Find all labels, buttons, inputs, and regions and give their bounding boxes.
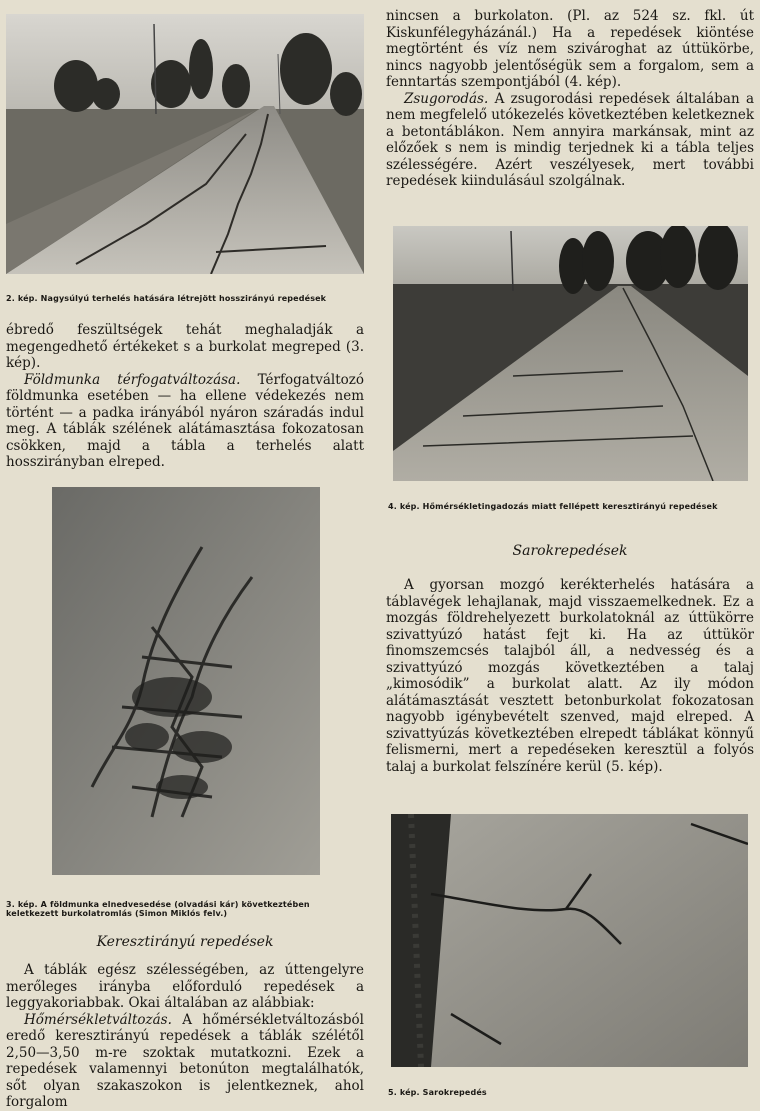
figure-3-caption-line-2: keletkezett burkolatromlás (Simon Miklós felv.) xyxy=(6,909,228,918)
road-transverse-cracks-photo xyxy=(393,226,748,481)
left-column-text-top xyxy=(6,322,364,471)
paragraph-term: Hőmérsékletváltozás. xyxy=(24,1011,172,1028)
figure-4-caption: 4. kép. Hőmérsékletingadozás miatt fellépett keresztirányú repedések xyxy=(388,502,718,511)
paragraph-term: Földmunka térfogatváltozása. xyxy=(24,371,241,388)
road-corner-crack-photo xyxy=(391,814,748,1067)
paragraph-text: A hőmérsékletváltozásból eredő keresztirányú repedések a táblák szélétől 2,50—3,50 m-re szoktak mutatkozni. Ezek a repedések valamennyi betonúton megtalálhatók, sőt olyan szakaszokon is jelentkeznek, ahol forgalom xyxy=(6,1011,364,1110)
figure-5-caption: 5. kép. Sarokrepedés xyxy=(388,1088,487,1097)
figure-2-caption: 2. kép. Nagysúlyú terhelés hatására létrejött hosszirányú repedések xyxy=(6,294,327,303)
paragraph-text: A zsugorodási repedések általában a nem megfelelő utókezelés következtében keletkeznek a betontáblákon. Nem annyira markánsak, mint az előzőek s nem is mindig terjednek ki a tábla teljes szélességére. Azért veszélyesek, mert további repedések kiindulásául szolgálnak. xyxy=(386,90,754,189)
section-heading-corner: Sarokrepedések xyxy=(512,543,628,559)
paragraph: ébredő feszültségek tehát meghaladják a megengedhető értékeket s a burkolat megreped (3. kép). xyxy=(6,322,364,371)
paragraph-term: Zsugorodás. xyxy=(404,90,489,107)
road-pavement-deterioration-photo xyxy=(52,487,320,875)
paragraph-text: Térfogatváltozó földmunka esetében — ha ellene védekezés nem történt — a padka irányából nyáron száradás indul meg. A táblák szélének alátámasztása fokozatosan csökken, majd a tábla a terhelés alatt hosszirányban elreped. xyxy=(6,371,365,470)
paragraph: nincsen a burkolaton. (Pl. az 524 sz. fkl. út Kiskunfélegyházánál.) Ha a repedések kiöntése megtörtént és víz nem szivároghat az úttükörbe, nincs nagyobb jelentőségük sem a forgalom, sem a fenntartás szempontjából (4. kép). xyxy=(386,8,754,90)
figure-3-caption-line-1: 3. kép. A földmunka elnedvesedése (olvadási kár) következtében xyxy=(6,900,310,909)
right-column-text-top xyxy=(386,8,754,190)
paragraph: A táblák egész szélességében, az úttengelyre merőleges irányba előforduló repedések a leggyakoriabbak. Okai általában az alábbiak: xyxy=(6,962,364,1011)
paragraph: A gyorsan mozgó kerékterhelés hatására a táblavégek lehajlanak, majd visszaemelkednek. Ez a mozgás földrehelyezett burkolatoknál az úttükörre szivattyúzó hatást fejt ki. Ha az úttükör finomszemcsés talajból áll, a nedvesség és a szivattyúzó mozgás következtében a talaj „kimosódik” a burkolat alatt. Az ily módon alátámasztását vesztett betonburkolat fokozatosan nagyobb igénybevételt szenved, majd elreped. A szivattyúzás következtében elrepedt táblákat könnyű felismerni, mert a repedéseken keresztül a folyós talaj a burkolat felszínére kerül (5. kép). xyxy=(386,577,754,775)
paragraph xyxy=(6,372,364,471)
road-longitudinal-cracks-photo xyxy=(6,14,364,274)
left-column-text-bottom xyxy=(6,962,364,1111)
right-column-text-bottom xyxy=(386,577,754,775)
paragraph xyxy=(6,1012,364,1111)
paragraph xyxy=(386,91,754,190)
section-heading-transverse: Keresztirányú repedések xyxy=(96,934,274,950)
